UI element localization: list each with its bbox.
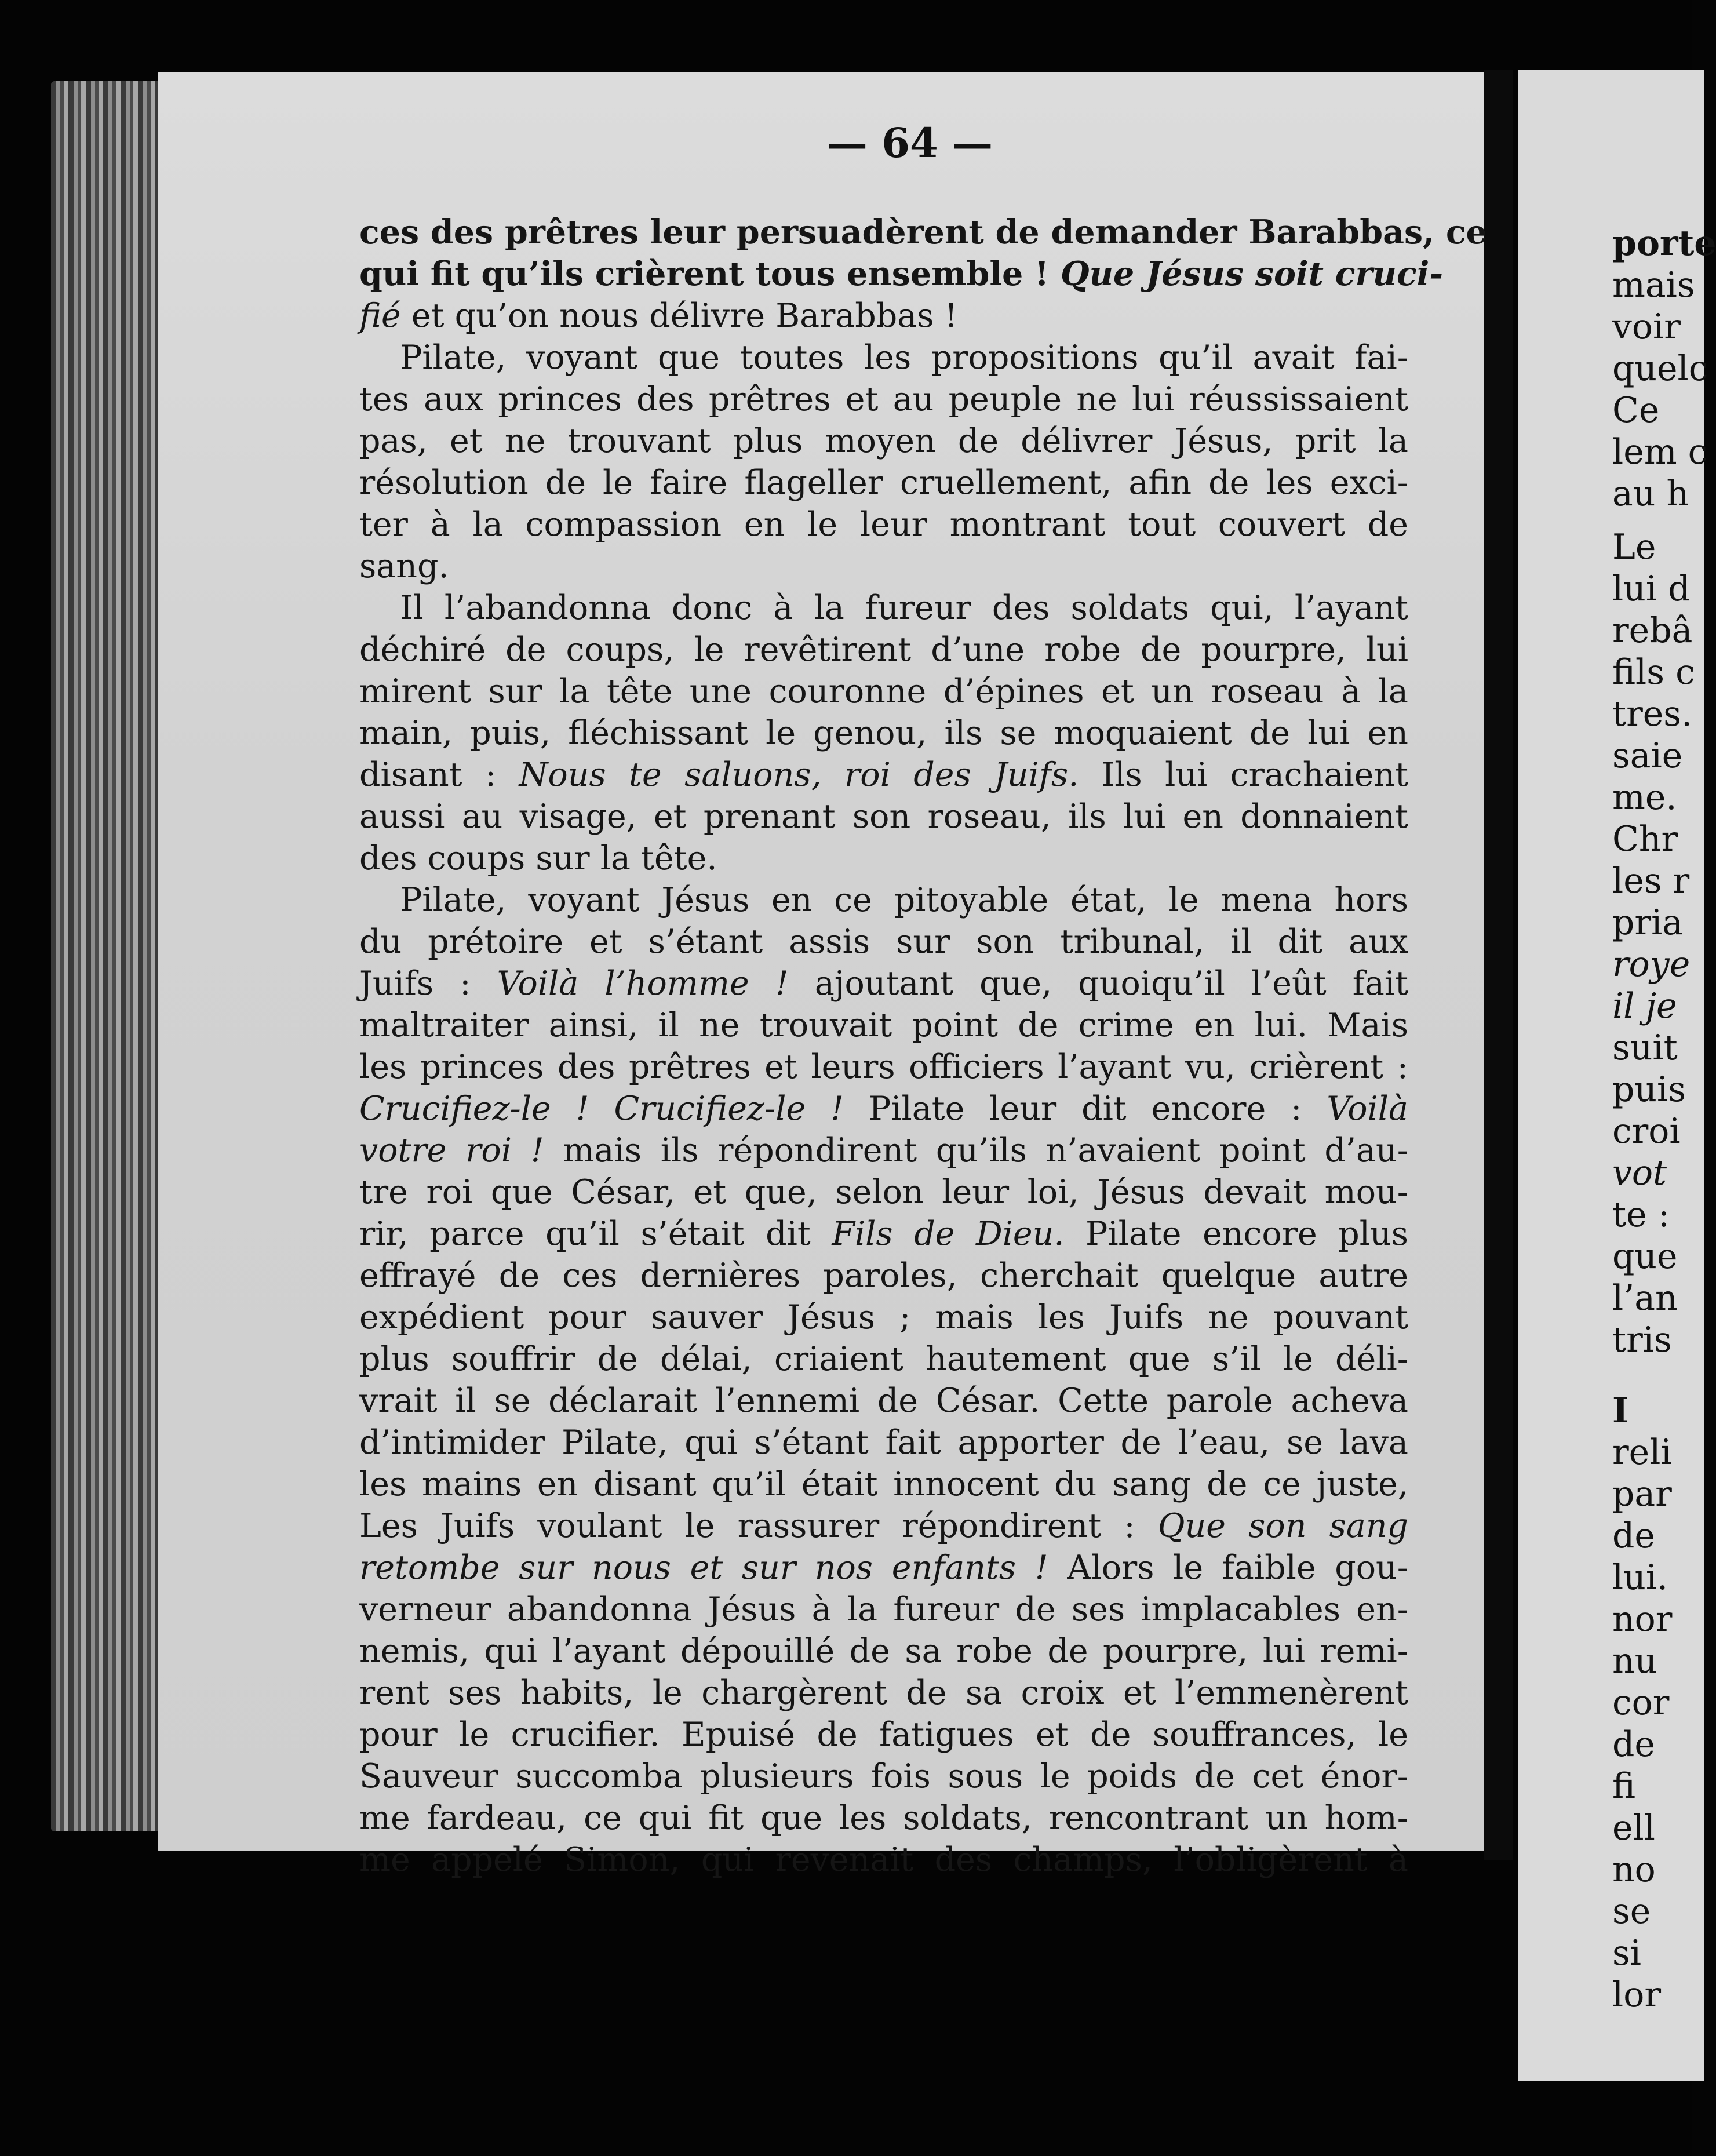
- text-segment: Les Juifs voulant le rassurer répondirent :: [359, 1507, 1158, 1545]
- next-page-line: de: [1612, 1724, 1655, 1765]
- next-page-line: lem c: [1612, 432, 1708, 472]
- text-segment: Sauveur succomba plusieurs fois sous le poids de cet énor-: [359, 1757, 1408, 1796]
- italic-segment: retombe sur nous et sur nos enfants !: [359, 1549, 1048, 1587]
- text-segment: mirent sur la tête une couronne d’épines et un roseau à la: [359, 672, 1408, 711]
- next-page-line: cor: [1612, 1682, 1670, 1723]
- italic-segment: Crucifiez-le ! Crucifiez-le !: [359, 1090, 844, 1128]
- next-page-line: vot: [1612, 1153, 1667, 1193]
- text-line: [359, 337, 1408, 378]
- text-line: [359, 587, 1408, 629]
- next-page-line: rebâ: [1612, 610, 1693, 651]
- text-segment: rir, parce qu’il s’était dit: [359, 1215, 832, 1253]
- text-segment: me fardeau, ce qui fit que les soldats, rencontrant un hom-: [359, 1799, 1408, 1837]
- text-line: [359, 1004, 1408, 1046]
- text-line: [359, 1380, 1408, 1422]
- next-page-line: lui d: [1612, 569, 1691, 609]
- text-line: [359, 837, 1408, 879]
- next-page-line: l’an: [1612, 1278, 1678, 1319]
- text-segment: maltraiter ainsi, il ne trouvait point de crime en lui. Mais: [359, 1006, 1408, 1044]
- text-segment: tes aux princes des prêtres et au peuple ne lui réussissaient: [359, 380, 1408, 418]
- text-line: [359, 1130, 1408, 1171]
- italic-segment: Fils de Dieu.: [832, 1215, 1065, 1253]
- text-line: [359, 504, 1408, 545]
- text-line: [359, 1797, 1408, 1839]
- text-line: [359, 462, 1408, 504]
- text-segment: verneur abandonna Jésus à la fureur de ses implacables en-: [359, 1590, 1408, 1629]
- text-segment: aussi au visage, et prenant son roseau, ils lui en donnaient: [359, 797, 1408, 836]
- text-segment: vrait il se déclarait l’ennemi de César. Cette parole acheva: [359, 1382, 1408, 1420]
- text-segment: pas, et ne trouvant plus moyen de délivrer Jésus, prit la: [359, 422, 1408, 460]
- text-line: [359, 212, 1487, 253]
- text-line: [359, 1547, 1408, 1589]
- text-line: [359, 712, 1408, 754]
- next-page-line: pria: [1612, 902, 1684, 943]
- next-page-fragment: [1518, 70, 1716, 2081]
- next-page-line: porte: [1612, 223, 1716, 264]
- text-segment: Pilate leur dit encore :: [844, 1090, 1327, 1128]
- text-line: [359, 420, 1408, 462]
- text-line: [359, 1422, 1408, 1463]
- next-page-line: voir: [1612, 307, 1681, 347]
- text-segment: d’intimider Pilate, qui s’étant fait apporter de l’eau, se lava: [359, 1423, 1408, 1462]
- text-segment: sang.: [359, 547, 449, 585]
- text-line: [359, 1213, 1408, 1255]
- next-page-line: mais: [1612, 265, 1695, 305]
- next-page-line: ell: [1612, 1808, 1655, 1848]
- italic-segment: Voilà: [1327, 1090, 1408, 1128]
- page-number: — 64 —: [826, 119, 993, 167]
- text-segment: Pilate, voyant que toutes les propositions qu’il avait fai-: [400, 338, 1408, 377]
- next-page-line: nu: [1612, 1641, 1657, 1681]
- text-segment: Pilate, voyant Jésus en ce pitoyable état, le mena hors: [400, 881, 1408, 919]
- next-page-line: lor: [1612, 1975, 1661, 2015]
- text-segment: plus souffrir de délai, criaient hautement que s’il le déli-: [359, 1340, 1408, 1378]
- next-page-line: Chr: [1612, 819, 1678, 860]
- text-line: [359, 921, 1408, 963]
- text-line: [359, 1255, 1408, 1296]
- italic-segment: Que Jésus soit cruci-: [1060, 254, 1443, 293]
- next-page-line: te :: [1612, 1194, 1670, 1235]
- text-segment: pour le crucifier. Epuisé de fatigues et de souffrances, le: [359, 1716, 1408, 1754]
- text-line: [359, 1338, 1408, 1380]
- next-page-line: croi: [1612, 1111, 1681, 1152]
- italic-segment: votre roi !: [359, 1131, 544, 1170]
- next-page-line: quelc: [1612, 348, 1708, 389]
- next-page-line: me.: [1612, 777, 1677, 818]
- text-line: [359, 963, 1408, 1004]
- text-segment: main, puis, fléchissant le genou, ils se moquaient de lui en: [359, 714, 1408, 752]
- text-segment: Ils lui crachaient: [1079, 756, 1409, 794]
- text-line: [359, 879, 1408, 921]
- italic-segment: Nous te saluons, roi des Juifs.: [519, 756, 1079, 794]
- text-line: [359, 1672, 1408, 1714]
- text-segment: et qu’on nous délivre Barabbas !: [400, 297, 958, 335]
- next-page-line: au h: [1612, 474, 1689, 514]
- text-line: [359, 1463, 1408, 1505]
- text-segment: expédient pour sauver Jésus ; mais les Juifs ne pouvant: [359, 1298, 1408, 1336]
- text-line: [359, 671, 1408, 712]
- book-page-edges: [51, 81, 167, 1831]
- text-line: [359, 1756, 1408, 1797]
- text-segment: Il l’abandonna donc à la fureur des soldats qui, l’ayant: [400, 589, 1408, 627]
- next-page-line: par: [1612, 1474, 1672, 1514]
- text-line: [359, 1714, 1408, 1756]
- next-page-line: de: [1612, 1516, 1655, 1556]
- text-segment: tre roi que César, et que, selon leur loi, Jésus devait mou-: [359, 1173, 1408, 1211]
- text-segment: ces des prêtres leur persuadèrent de demander Barabbas, ce: [359, 213, 1487, 252]
- text-segment: ter à la compassion en le leur montrant tout couvert de: [359, 505, 1408, 544]
- text-line: [359, 295, 1408, 337]
- text-segment: les princes des prêtres et leurs officiers l’ayant vu, crièrent :: [359, 1048, 1408, 1086]
- next-page-line: Le: [1612, 527, 1656, 567]
- text-line: [359, 1088, 1408, 1130]
- next-page-line: se: [1612, 1891, 1651, 1932]
- text-segment: des coups sur la tête.: [359, 839, 717, 877]
- text-line: [359, 1630, 1408, 1672]
- text-line: [359, 1589, 1408, 1630]
- text-segment: nemis, qui l’ayant dépouillé de sa robe de pourpre, lui remi-: [359, 1632, 1408, 1670]
- page-body-text: [359, 212, 1487, 1881]
- next-page-line: fils c: [1612, 652, 1695, 693]
- text-line: [359, 253, 1443, 295]
- next-page-line: roye: [1612, 944, 1691, 985]
- italic-segment: Que son sang: [1157, 1507, 1408, 1545]
- next-page-line: I: [1612, 1390, 1629, 1431]
- next-page-line: nor: [1612, 1599, 1673, 1640]
- text-line: [359, 1505, 1408, 1547]
- text-segment: les mains en disant qu’il était innocent du sang de ce juste,: [359, 1465, 1408, 1503]
- next-page-line: que: [1612, 1236, 1678, 1277]
- text-line: [359, 754, 1408, 796]
- next-page-line: no: [1612, 1849, 1656, 1890]
- text-line: [359, 796, 1408, 837]
- text-segment: résolution de le faire flageller cruellement, afin de les exci-: [359, 464, 1408, 502]
- next-page-line: tres.: [1612, 694, 1693, 734]
- next-page-line: il je: [1612, 986, 1677, 1026]
- text-line: [359, 1839, 1408, 1881]
- text-segment: Pilate encore plus: [1064, 1215, 1408, 1253]
- text-segment: déchiré de coups, le revêtirent d’une robe de pourpre, lui: [359, 631, 1408, 669]
- italic-segment: Voilà l’homme !: [497, 964, 789, 1003]
- text-segment: rent ses habits, le chargèrent de sa croix et l’emmenèrent: [359, 1674, 1408, 1712]
- text-line: [359, 629, 1408, 671]
- italic-segment: fié: [359, 297, 401, 335]
- next-page-line: reli: [1612, 1432, 1672, 1473]
- text-segment: ajoutant que, quoiqu’il l’eût fait: [788, 964, 1409, 1003]
- text-segment: du prétoire et s’étant assis sur son tribunal, il dit aux: [359, 923, 1408, 961]
- next-page-line: suit: [1612, 1028, 1678, 1068]
- next-page-line: si: [1612, 1933, 1641, 1973]
- next-page-line: les r: [1612, 861, 1690, 901]
- text-segment: qui fit qu’ils crièrent tous ensemble !: [359, 254, 1061, 293]
- next-page-line: fi: [1612, 1766, 1636, 1807]
- text-segment: disant :: [359, 756, 519, 794]
- next-page-line: puis: [1612, 1069, 1686, 1110]
- text-segment: me appelé Simon, qui revenait des champs, l’obligèrent à: [359, 1841, 1408, 1879]
- text-line: [359, 545, 1408, 587]
- text-line: [359, 378, 1408, 420]
- gutter-shadow: [1484, 70, 1513, 1860]
- next-page-line: saie: [1612, 735, 1683, 776]
- next-page-line: Ce: [1612, 390, 1660, 431]
- text-segment: Juifs :: [359, 964, 497, 1003]
- text-line: [359, 1046, 1408, 1088]
- text-segment: Alors le faible gou-: [1048, 1549, 1408, 1587]
- text-line: [359, 1296, 1408, 1338]
- next-page-line: lui.: [1612, 1557, 1668, 1598]
- next-page-line: tris: [1612, 1320, 1672, 1360]
- text-segment: effrayé de ces dernières paroles, cherchait quelque autre: [359, 1257, 1408, 1295]
- text-line: [359, 1171, 1408, 1213]
- text-segment: mais ils répondirent qu’ils n’avaient point d’au-: [544, 1131, 1408, 1170]
